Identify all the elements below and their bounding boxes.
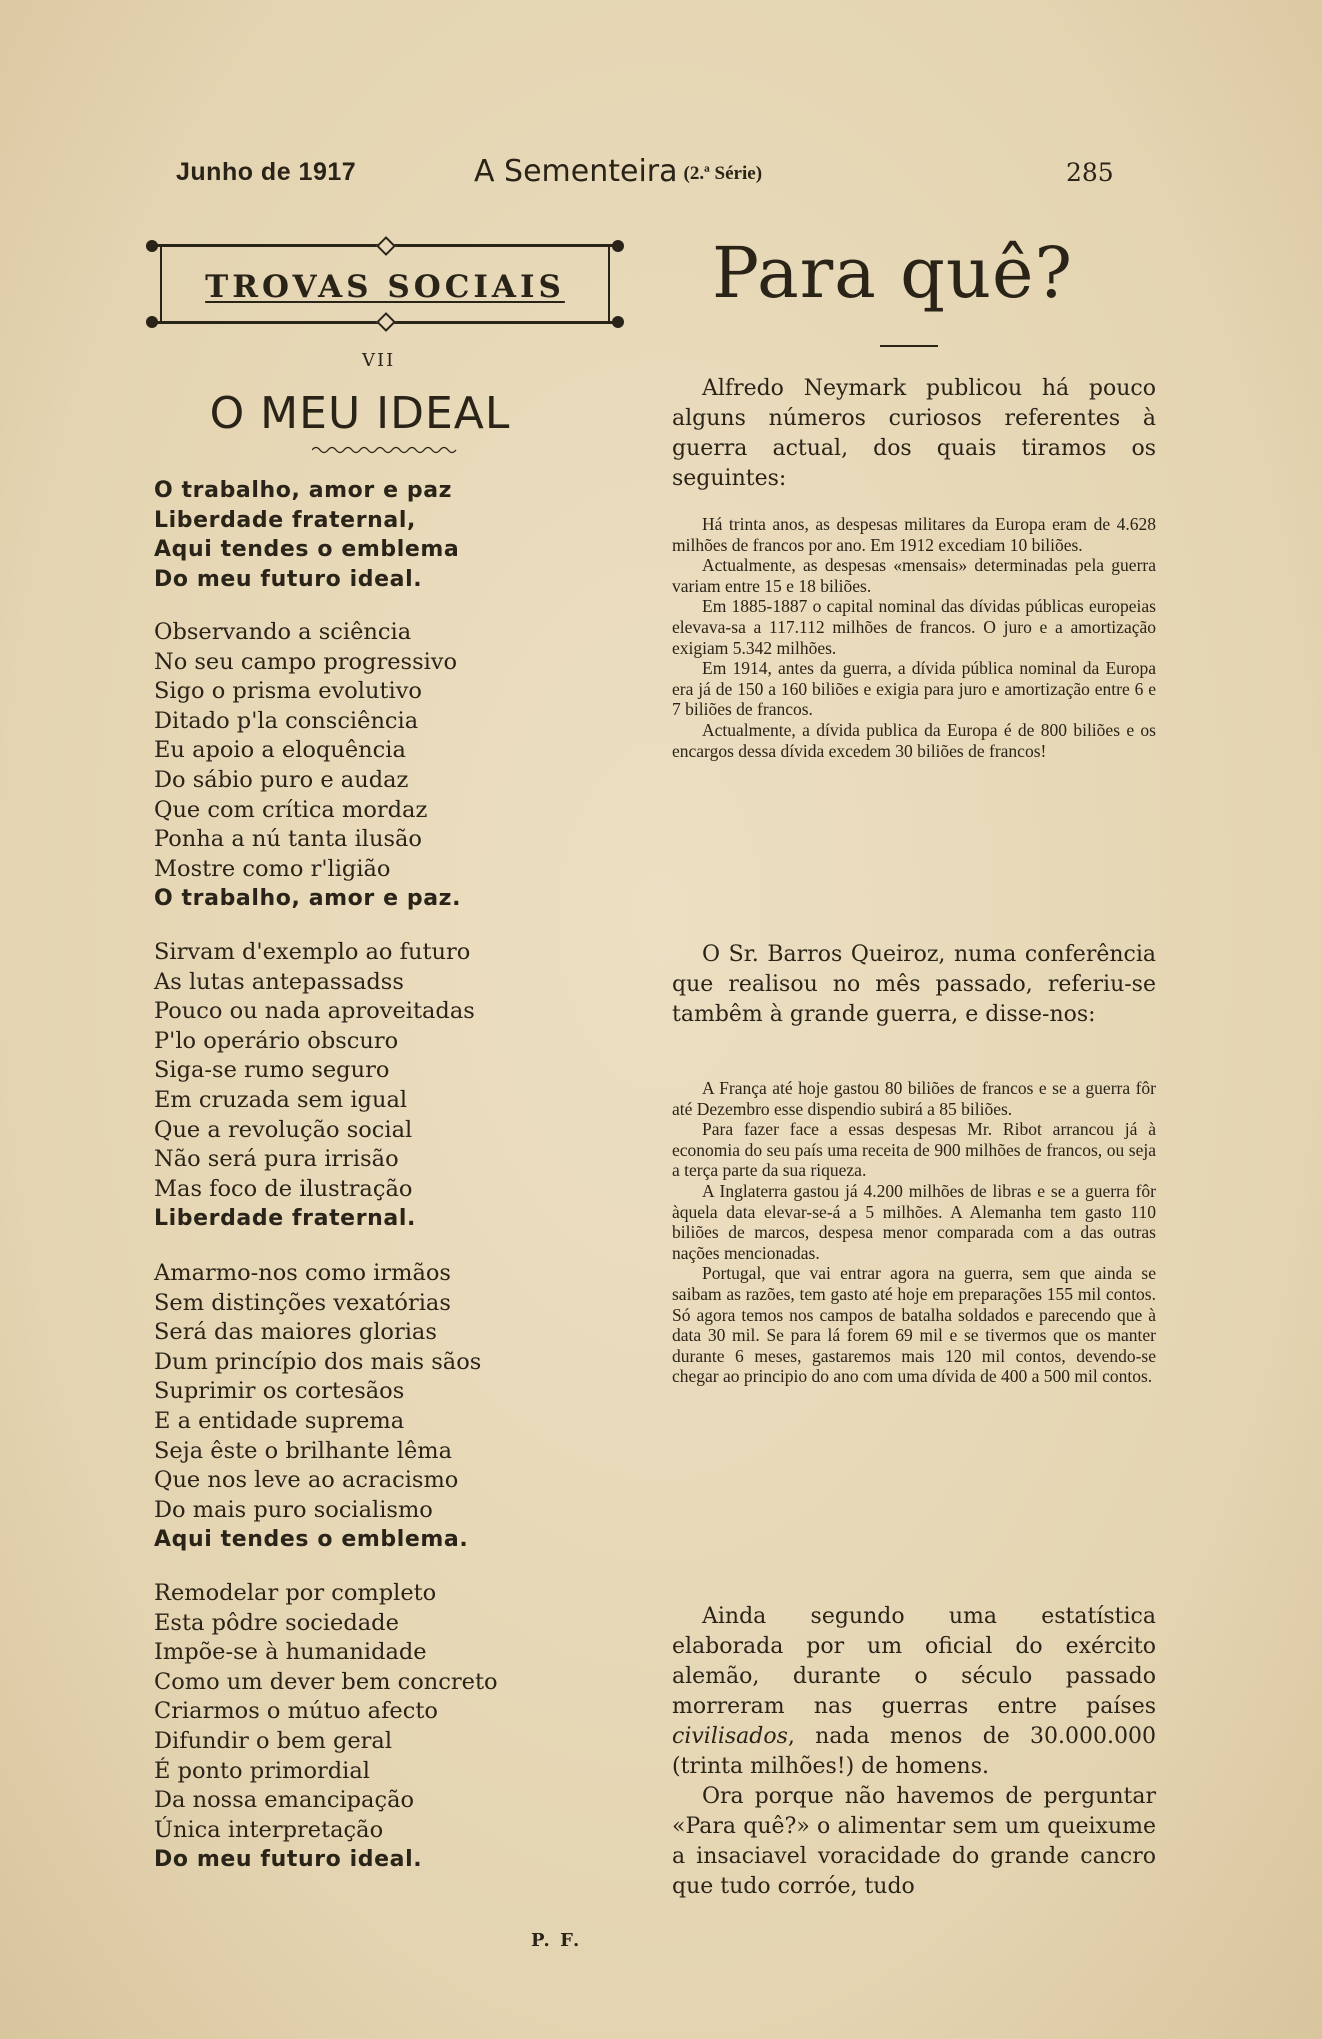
poem-line: Ponha a nú tanta ilusão — [154, 826, 422, 853]
page-header — [0, 152, 1322, 192]
poem-number: VII — [362, 350, 396, 371]
poem-line: Amarmo-nos como irmãos — [154, 1260, 451, 1286]
quoted-paragraph: Actualmente, as despesas «mensais» determinadas pela guerra variam entre 15 e 18 biliões. — [672, 555, 1156, 596]
poem-stanza-5 — [154, 1579, 574, 1875]
poem-line: Mas foco de ilustração — [154, 1175, 413, 1202]
quoted-paragraph: A Inglaterra gastou já 4.200 milhões de libras e se a guerra fôr àquela data elevar-se-á a 5 milhões. A Alemanha tem gasto 110 biliões de marcos, despesa menor comparada com a das outras nações mencionadas. — [672, 1180, 1156, 1263]
poem-line: Que nos leve ao acracismo — [154, 1467, 459, 1494]
poem-line: As lutas antepassadss — [154, 968, 404, 995]
poem-line: Em cruzada sem igual — [154, 1086, 408, 1113]
poem-line: Que com crítica mordaz — [154, 796, 428, 823]
poem-line: O trabalho, amor e paz. — [154, 886, 462, 912]
quoted-paragraph: Portugal, que vai entrar agora na guerra, sem que ainda se saibam as razões, tem gasto até hoje em preparações 155 mil contos. Só agora temos nos campos de batalha soldados e parecendo que à data 30 mil. Se para lá forem 69 mil e se tivermos que os manter durante 6 meses, gastaremos mais 120 mil contos, devendo-se chegar ao principio do ano com uma dívida de 400 a 500 mil contos. — [672, 1263, 1156, 1387]
header-publication-title — [474, 154, 762, 189]
poem-line: Remodelar por completo — [154, 1580, 437, 1606]
poem-line: Observando a sciência — [154, 619, 412, 645]
article-paragraph — [672, 1602, 1156, 1782]
quoted-paragraph: A França até hoje gastou 80 biliões de francos e se a guerra fôr até Dezembro esse dispendio subirá a 85 biliões. — [672, 1078, 1156, 1119]
poem-line: Liberdade fraternal. — [154, 1206, 416, 1232]
poem-line: Sigo o prisma evolutivo — [154, 678, 422, 705]
poem-line: Suprimir os cortesãos — [154, 1378, 405, 1405]
poem-line: Sirvam d'exemplo ao futuro — [154, 939, 471, 965]
decorative-squiggle — [312, 444, 458, 456]
poem-line: Única interpretação — [154, 1816, 384, 1843]
poem-title: O MEU IDEAL — [209, 388, 511, 439]
poem-line: Eu apoio a eloquência — [154, 737, 406, 764]
header-date: Junho de 1917 — [176, 158, 357, 186]
poem-line: Do meu futuro ideal. — [154, 566, 423, 592]
poem-line: Impõe-se à humanidade — [154, 1639, 427, 1666]
poem-line: Dum princípio dos mais sãos — [154, 1348, 482, 1375]
article-paragraph: Ora porque não havemos de perguntar «Para quê?» o alimentar sem um queixume a insaciavel voracidade do grande cancro que tudo corróe, tudo — [672, 1784, 1156, 1899]
quoted-paragraph: Há trinta anos, as despesas militares da Europa eram de 4.628 milhões de francos por ano. Em 1912 excediam 10 biliões. — [672, 514, 1156, 555]
ornament-dot — [146, 316, 158, 328]
title-divider — [880, 345, 938, 347]
article-title: Para quê? — [712, 232, 1073, 314]
poem-line: Sem distinções vexatórias — [154, 1289, 451, 1316]
poem-line: Difundir o bem geral — [154, 1727, 393, 1754]
poem-line: Será das maiores glorias — [154, 1319, 437, 1346]
header-series: (2.ª Série) — [683, 163, 763, 184]
ornament-dot — [146, 240, 158, 252]
article-paragraph: Alfredo Neymark publicou há pouco alguns números curiosos referentes à guerra actual, dos quais tiramos os seguintes: — [672, 376, 1156, 491]
poem-line: É ponto primordial — [154, 1757, 370, 1784]
section-heading: TROVAS SOCIAIS — [205, 269, 565, 305]
poem-stanza-3 — [154, 938, 574, 1234]
quoted-paragraph: Actualmente, a dívida publica da Europa é de 800 biliões e os encargos dessa dívida excedem 30 biliões de francos! — [672, 719, 1156, 761]
poem-line: Criarmos o mútuo afecto — [154, 1698, 438, 1725]
poem-line: Siga-se rumo seguro — [154, 1057, 390, 1084]
quoted-paragraph: Para fazer face a essas despesas Mr. Ribot arrancou já à economia do seu país uma receita de 900 milhões de francos, ou seja a terça parte da sua riqueza. — [672, 1119, 1156, 1181]
poem-line: Não será pura irrisão — [154, 1146, 399, 1173]
poem-line: Aqui tendes o emblema — [154, 537, 460, 563]
poem-stanza-1 — [154, 476, 574, 594]
paragraph-text: , nada menos de 30.000.000 (trinta milhões!) de homens. — [672, 1724, 1156, 1779]
poem-line: Pouco ou nada aproveitadas — [154, 998, 475, 1025]
section-heading-box — [152, 244, 618, 324]
poem-line: Seja êste o brilhante lêma — [154, 1437, 453, 1464]
poem-stanza-2 — [154, 618, 574, 914]
poem-line: Do sábio puro e audaz — [154, 766, 409, 793]
poem-stanza-4 — [154, 1259, 574, 1555]
paragraph-text: Ainda segundo uma estatística elaborada por um oficial do exército alemão, durante o século passado morreram nas guerras entre países — [672, 1604, 1156, 1719]
quoted-paragraph: Em 1914, antes da guerra, a dívida pública nominal da Europa era já de 150 a 160 biliões e exigia para juro e amortização entre 6 e 7 biliões de francos. — [672, 658, 1156, 720]
poem-line: E a entidade suprema — [154, 1407, 405, 1434]
poem-signature: P. F. — [531, 1930, 582, 1951]
ornament-dot — [612, 240, 624, 252]
poem-line: Do mais puro socialismo — [154, 1496, 433, 1523]
publication-name: A Sementeira — [474, 154, 678, 189]
poem-line: Esta pôdre sociedade — [154, 1609, 399, 1636]
ornament-dot — [612, 316, 624, 328]
quoted-paragraph: Em 1885-1887 o capital nominal das dívidas públicas europeias elevava-sa a 117.112 milhões de francos. O juro e a amortização exigiam 5.342 milhões. — [672, 596, 1156, 658]
poem-line: Da nossa emancipação — [154, 1787, 415, 1814]
poem-line: Que a revolução social — [154, 1116, 413, 1143]
emphasized-word: civilisados — [672, 1724, 788, 1749]
poem-line: Liberdade fraternal, — [154, 507, 416, 533]
page-number: 285 — [1066, 158, 1114, 187]
ornament-diamond — [376, 236, 396, 256]
quoted-block-1 — [672, 514, 1156, 761]
ornament-diamond — [376, 312, 396, 332]
poem-line: O trabalho, amor e paz — [154, 478, 453, 503]
poem-line: Do meu futuro ideal. — [154, 1847, 423, 1873]
poem-line: Mostre como r'ligião — [154, 855, 391, 882]
poem-line: P'lo operário obscuro — [154, 1027, 399, 1054]
poem-line: Ditado p'la consciência — [154, 707, 419, 734]
poem-line: Como um dever bem concreto — [154, 1668, 498, 1695]
article-paragraph: O Sr. Barros Queiroz, numa conferência que realisou no mês passado, referiu-se tambêm à grande guerra, e disse-nos: — [672, 942, 1156, 1027]
poem-line: Aqui tendes o emblema. — [154, 1527, 469, 1553]
quoted-block-2 — [672, 1078, 1156, 1387]
poem-line: No seu campo progressivo — [154, 648, 458, 675]
